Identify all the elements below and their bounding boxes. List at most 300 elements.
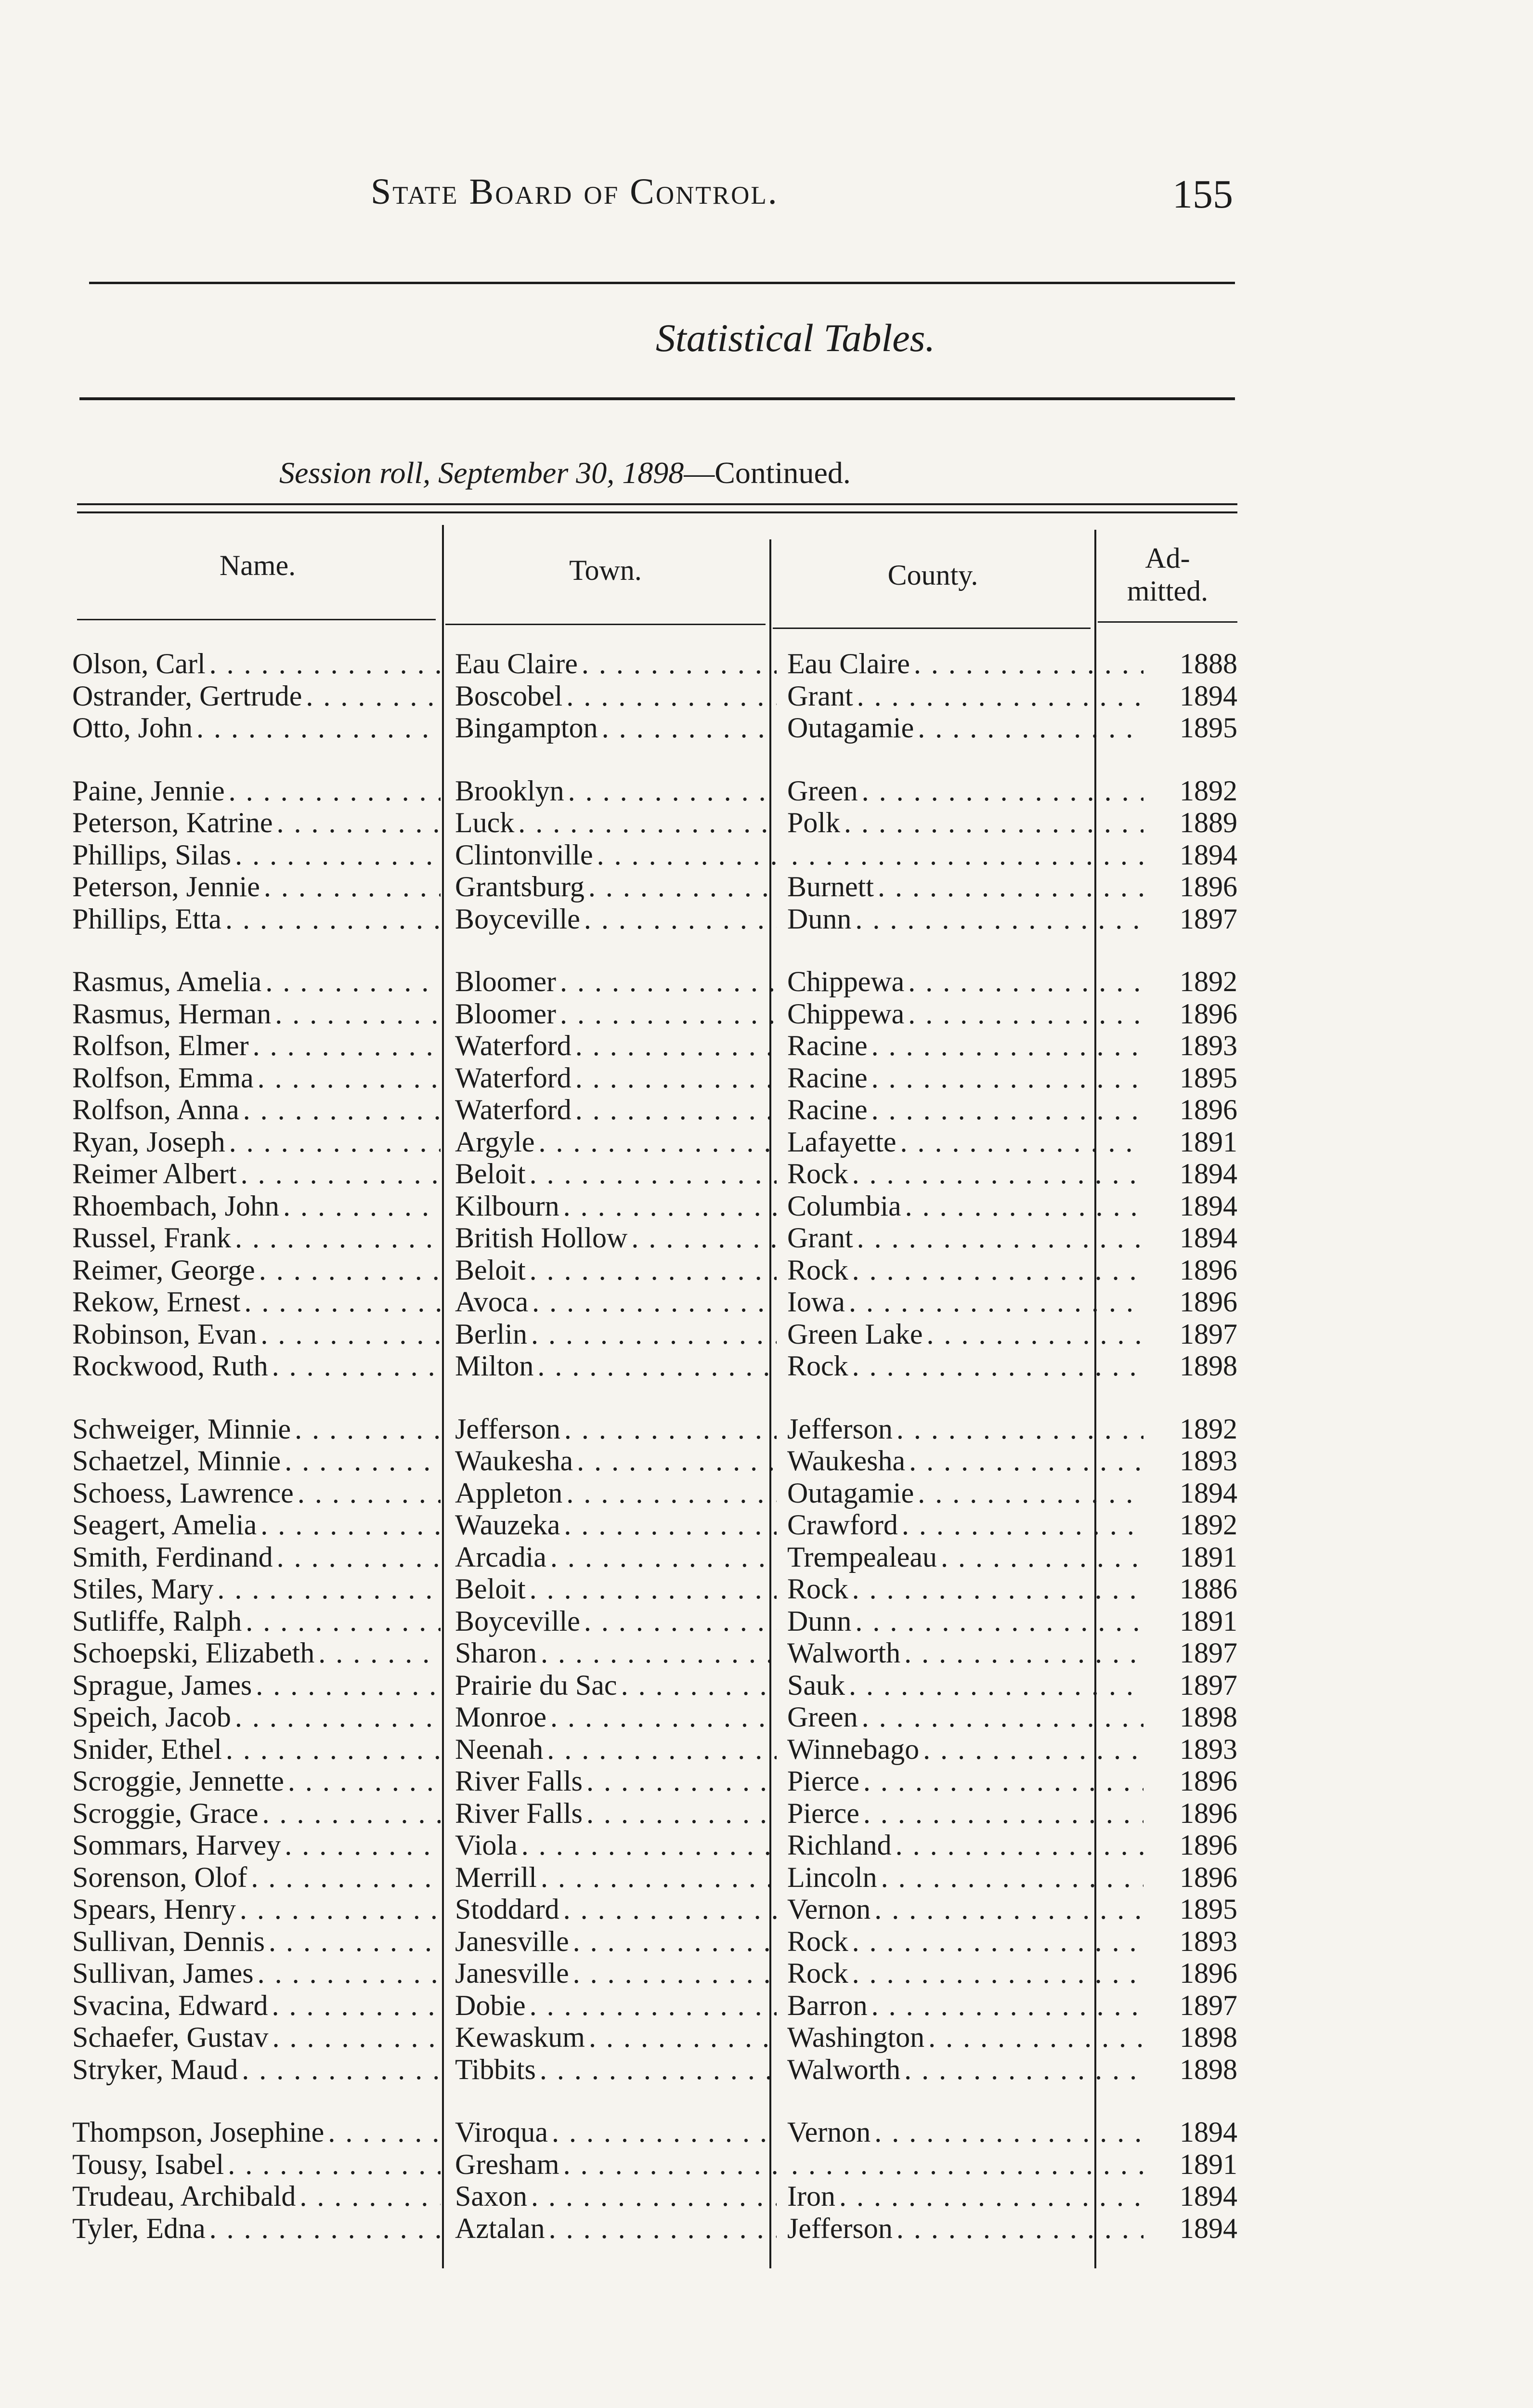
cell-town	[455, 1126, 777, 1158]
table-row	[63, 1765, 1237, 1797]
town-text: Beloit	[455, 1254, 530, 1286]
cell-year: 1895	[1180, 712, 1237, 744]
cell-town	[455, 648, 777, 680]
table-row	[63, 1286, 1237, 1318]
letter-group	[63, 2116, 1237, 2244]
cell-year: 1898	[1180, 2021, 1237, 2053]
name-text: Tousy, Isabel	[72, 2148, 228, 2180]
town-text: Jefferson	[455, 1413, 564, 1445]
cell-year: 1886	[1180, 1573, 1237, 1605]
cell-name	[72, 998, 441, 1030]
county-text: Richland	[787, 1829, 896, 1861]
table-row	[63, 1254, 1237, 1286]
county-text: Iowa	[787, 1286, 849, 1318]
county-text: Grant	[787, 680, 857, 712]
county-text: Waukesha	[787, 1445, 909, 1477]
cell-year: 1895	[1180, 1061, 1237, 1094]
county-text: Racine	[787, 1030, 871, 1061]
cell-year: 1897	[1180, 1669, 1237, 1701]
cell-name	[72, 1893, 441, 1925]
town-text: Arcadia	[455, 1541, 550, 1573]
town-text: Milton	[455, 1350, 537, 1382]
county-text: Rock	[787, 1925, 852, 1957]
cell-name	[72, 1957, 441, 1989]
cell-name	[72, 1925, 441, 1957]
table-row	[63, 1957, 1237, 1989]
cell-year: 1897	[1180, 1637, 1237, 1669]
cell-town	[455, 1829, 777, 1861]
cell-county	[787, 871, 1143, 903]
name-text: Rekow, Ernest	[72, 1286, 244, 1318]
cell-town	[455, 1701, 777, 1733]
town-text: Brooklyn	[455, 775, 568, 807]
cell-county	[787, 1989, 1143, 2021]
cell-year: 1897	[1180, 1989, 1237, 2021]
town-text: Saxon	[455, 2180, 531, 2212]
town-text: Boyceville	[455, 1605, 584, 1637]
cell-county	[787, 1829, 1143, 1861]
county-text: Eau Claire	[787, 648, 914, 680]
cell-town	[455, 1094, 777, 1125]
name-text: Scroggie, Grace	[72, 1797, 262, 1829]
name-text: Trudeau, Archibald	[72, 2180, 299, 2212]
table-row	[63, 1318, 1237, 1350]
name-text: Tyler, Edna	[72, 2212, 209, 2244]
town-text: Sharon	[455, 1637, 541, 1669]
town-text: Clintonville	[455, 839, 597, 871]
cell-name	[72, 807, 441, 838]
column-header-county: County.	[887, 559, 978, 591]
cell-county	[787, 1957, 1143, 1989]
name-text: Rolfson, Anna	[72, 1094, 243, 1125]
cell-county	[787, 1126, 1143, 1158]
county-text: Pierce	[787, 1765, 863, 1797]
name-text: Otto, John	[72, 712, 196, 744]
cell-year: 1896	[1180, 997, 1237, 1030]
county-text: Lincoln	[787, 1861, 881, 1893]
cell-town	[455, 1637, 777, 1669]
table-row	[63, 1541, 1237, 1573]
table-row	[63, 1605, 1237, 1637]
cell-town	[455, 2148, 777, 2180]
cell-name	[72, 2116, 441, 2148]
cell-county	[787, 1541, 1143, 1573]
county-text: Vernon	[787, 1893, 874, 1925]
cell-name	[72, 775, 441, 807]
town-text: Waterford	[455, 1094, 575, 1125]
cell-county	[787, 1861, 1143, 1893]
town-text: Kewaskum	[455, 2021, 589, 2053]
letter-group	[63, 775, 1237, 935]
cell-county	[787, 839, 1143, 871]
cell-year: 1896	[1180, 1829, 1237, 1861]
county-text: Columbia	[787, 1190, 905, 1222]
cell-county	[787, 1254, 1143, 1286]
county-text: Iron	[787, 2180, 839, 2212]
cell-year: 1896	[1180, 1094, 1237, 1125]
name-text: Stiles, Mary	[72, 1573, 217, 1605]
county-text: Vernon	[787, 2116, 874, 2148]
name-text: Smith, Ferdinand	[72, 1541, 277, 1573]
table-row	[63, 1126, 1237, 1158]
cell-year: 1894	[1180, 838, 1237, 871]
table-row	[63, 1637, 1237, 1669]
cell-name	[72, 1318, 441, 1350]
name-text: Snider, Ethel	[72, 1733, 226, 1765]
cell-county	[787, 1286, 1143, 1318]
cell-town	[455, 1254, 777, 1286]
county-text: Dunn	[787, 1605, 855, 1637]
town-text: Janesville	[455, 1925, 573, 1957]
cell-town	[455, 1062, 777, 1094]
cell-name	[72, 2180, 441, 2212]
name-text: Rasmus, Amelia	[72, 966, 265, 997]
table-row	[63, 2021, 1237, 2054]
cell-year: 1891	[1180, 2148, 1237, 2180]
table-row	[63, 775, 1237, 807]
cell-year: 1897	[1180, 903, 1237, 935]
table-row	[63, 680, 1237, 712]
cell-town	[455, 1350, 777, 1382]
cell-name	[72, 1605, 441, 1637]
cell-town	[455, 1222, 777, 1254]
cell-name	[72, 1030, 441, 1061]
cell-county	[787, 807, 1143, 838]
cell-town	[455, 871, 777, 903]
cell-year: 1893	[1180, 1445, 1237, 1477]
column-header-admitted-line1: Ad-	[1145, 542, 1190, 574]
table-row	[63, 1861, 1237, 1894]
name-text: Stryker, Maud	[72, 2054, 242, 2085]
cell-county	[787, 680, 1143, 712]
cell-town	[455, 680, 777, 712]
table-caption	[279, 455, 851, 491]
town-text: Kilbourn	[455, 1190, 563, 1222]
table-row	[63, 903, 1237, 935]
county-text: Dunn	[787, 903, 855, 935]
town-text: Aztalan	[455, 2212, 549, 2244]
cell-year: 1895	[1180, 1893, 1237, 1925]
town-text: Luck	[455, 807, 518, 838]
cell-year: 1892	[1180, 1413, 1237, 1445]
table-row	[63, 2054, 1237, 2086]
cell-name	[72, 1829, 441, 1861]
cell-year: 1897	[1180, 1318, 1237, 1350]
table-row	[63, 966, 1237, 998]
cell-year: 1889	[1180, 807, 1237, 838]
cell-town	[455, 2021, 777, 2053]
cell-town	[455, 1318, 777, 1350]
name-text: Sprague, James	[72, 1669, 256, 1701]
cell-town	[455, 1190, 777, 1222]
column-header-town: Town.	[569, 554, 642, 586]
town-text: River Falls	[455, 1797, 586, 1829]
cell-name	[72, 1254, 441, 1286]
top-rule	[89, 282, 1235, 284]
county-text: Green Lake	[787, 1318, 926, 1350]
cell-name	[72, 1669, 441, 1701]
table-top-rule-2	[77, 511, 1237, 513]
county-text: Crawford	[787, 1509, 902, 1541]
cell-name	[72, 1094, 441, 1125]
cell-year: 1892	[1180, 966, 1237, 997]
town-text: Gresham	[455, 2148, 563, 2180]
cell-town	[455, 1669, 777, 1701]
name-text: Scroggie, Jennette	[72, 1765, 288, 1797]
cell-year: 1896	[1180, 1286, 1237, 1318]
header-underline-admitted	[1098, 621, 1237, 623]
cell-town	[455, 1605, 777, 1637]
cell-town	[455, 1893, 777, 1925]
table-row	[63, 1669, 1237, 1701]
cell-town	[455, 998, 777, 1030]
cell-year: 1893	[1180, 1925, 1237, 1957]
town-text: Beloit	[455, 1573, 530, 1605]
cell-year: 1894	[1180, 1222, 1237, 1254]
cell-county	[787, 998, 1143, 1030]
cell-county	[787, 775, 1143, 807]
cell-name	[72, 1126, 441, 1158]
town-text: Viola	[455, 1829, 521, 1861]
cell-county	[787, 1445, 1143, 1477]
cell-year: 1896	[1180, 1861, 1237, 1893]
cell-town	[455, 966, 777, 997]
cell-town	[455, 1925, 777, 1957]
cell-year: 1894	[1180, 2212, 1237, 2244]
name-text: Sutliffe, Ralph	[72, 1605, 246, 1637]
county-text: Washington	[787, 2021, 928, 2053]
cell-year: 1894	[1180, 2180, 1237, 2212]
county-text: Lafayette	[787, 1126, 900, 1158]
town-text: Appleton	[455, 1477, 566, 1509]
cell-county	[787, 2148, 1143, 2180]
town-text: Boscobel	[455, 680, 566, 712]
town-text: Wauzeka	[455, 1509, 564, 1541]
county-text: Green	[787, 1701, 862, 1733]
cell-year: 1898	[1180, 2053, 1237, 2085]
name-text: Schaefer, Gustav	[72, 2021, 272, 2053]
cell-name	[72, 1062, 441, 1094]
name-text: Seagert, Amelia	[72, 1509, 260, 1541]
name-text: Phillips, Etta	[72, 903, 225, 935]
town-text: Merrill	[455, 1861, 541, 1893]
town-text: Janesville	[455, 1957, 573, 1989]
cell-name	[72, 1733, 441, 1765]
town-text: Dobie	[455, 1989, 530, 2021]
cell-county	[787, 1030, 1143, 1061]
table-row	[63, 1829, 1237, 1861]
town-text: River Falls	[455, 1765, 586, 1797]
town-text: Stoddard	[455, 1893, 563, 1925]
cell-town	[455, 1445, 777, 1477]
county-text: Trempealeau	[787, 1541, 941, 1573]
cell-name	[72, 1413, 441, 1445]
town-text: Beloit	[455, 1158, 530, 1190]
county-text: Pierce	[787, 1797, 863, 1829]
cell-county	[787, 1158, 1143, 1190]
name-text: Peterson, Jennie	[72, 871, 264, 903]
town-text: Boyceville	[455, 903, 584, 935]
cell-name	[72, 966, 441, 997]
letter-group	[63, 1413, 1237, 2086]
county-text: Jefferson	[787, 1413, 896, 1445]
name-text: Rockwood, Ruth	[72, 1350, 272, 1382]
town-text: British Hollow	[455, 1222, 631, 1254]
county-text: Rock	[787, 1158, 852, 1190]
table-row	[63, 1925, 1237, 1958]
cell-name	[72, 1573, 441, 1605]
cell-county	[787, 1669, 1143, 1701]
cell-year: 1892	[1180, 774, 1237, 807]
cell-town	[455, 1861, 777, 1893]
town-text: Waterford	[455, 1030, 575, 1061]
county-text: Green	[787, 775, 862, 807]
town-text: Viroqua	[455, 2116, 552, 2148]
cell-county	[787, 1190, 1143, 1222]
county-text: Polk	[787, 807, 844, 838]
county-text: Chippewa	[787, 966, 908, 997]
cell-name	[72, 648, 441, 680]
table-row	[63, 648, 1237, 680]
town-text: Avoca	[455, 1286, 532, 1318]
county-text: Grant	[787, 1222, 857, 1254]
county-text: Sauk	[787, 1669, 849, 1701]
running-title: State Board of Control.	[371, 171, 779, 212]
name-text: Schoepski, Elizabeth	[72, 1637, 318, 1669]
cell-name	[72, 1765, 441, 1797]
cell-town	[455, 839, 777, 871]
cell-county	[787, 2180, 1143, 2212]
name-text: Ostrander, Gertrude	[72, 680, 306, 712]
cell-year: 1896	[1180, 1765, 1237, 1797]
cell-town	[455, 1765, 777, 1797]
cell-county	[787, 1893, 1143, 1925]
county-text: Chippewa	[787, 998, 908, 1030]
section-rule	[79, 397, 1235, 400]
cell-year: 1891	[1180, 1125, 1237, 1158]
cell-year: 1892	[1180, 1509, 1237, 1541]
cell-year: 1896	[1180, 871, 1237, 903]
cell-name	[72, 1509, 441, 1541]
table-row	[63, 807, 1237, 839]
table-row	[63, 1413, 1237, 1445]
cell-county	[787, 1605, 1143, 1637]
cell-name	[72, 2148, 441, 2180]
cell-year: 1898	[1180, 1701, 1237, 1733]
caption-italic: Session roll, September 30, 1898	[279, 456, 684, 490]
column-header-name: Name.	[219, 550, 296, 581]
county-text: Outagamie	[787, 712, 918, 744]
cell-town	[455, 1158, 777, 1190]
table-row	[63, 1477, 1237, 1509]
cell-name	[72, 2212, 441, 2244]
cell-county	[787, 1509, 1143, 1541]
town-text: Bloomer	[455, 998, 560, 1030]
county-text: Rock	[787, 1573, 852, 1605]
cell-year: 1893	[1180, 1733, 1237, 1765]
cell-county	[787, 1318, 1143, 1350]
cell-year: 1896	[1180, 1957, 1237, 1989]
table-row	[63, 998, 1237, 1030]
cell-name	[72, 1190, 441, 1222]
cell-county	[787, 2116, 1143, 2148]
cell-name	[72, 1158, 441, 1190]
table-row	[63, 1989, 1237, 2022]
cell-year: 1894	[1180, 1158, 1237, 1190]
cell-county	[787, 1925, 1143, 1957]
cell-town	[455, 1286, 777, 1318]
cell-town	[455, 1477, 777, 1509]
town-text: Waterford	[455, 1062, 575, 1094]
cell-name	[72, 1286, 441, 1318]
table-row	[63, 1509, 1237, 1541]
cell-town	[455, 1573, 777, 1605]
table-row	[63, 1030, 1237, 1062]
name-text: Sorenson, Olof	[72, 1861, 251, 1893]
cell-county	[787, 712, 1143, 744]
cell-county	[787, 1222, 1143, 1254]
name-text: Schoess, Lawrence	[72, 1477, 298, 1509]
cell-year: 1888	[1180, 648, 1237, 680]
table-row	[63, 1158, 1237, 1190]
cell-town	[455, 1030, 777, 1061]
cell-year: 1893	[1180, 1030, 1237, 1061]
header-underline-name	[77, 619, 436, 620]
cell-town	[455, 2212, 777, 2244]
cell-county	[787, 1350, 1143, 1382]
county-text: Barron	[787, 1989, 871, 2021]
cell-year: 1896	[1180, 1254, 1237, 1286]
name-text: Schweiger, Minnie	[72, 1413, 295, 1445]
table-row	[63, 2148, 1237, 2181]
cell-name	[72, 1861, 441, 1893]
name-text: Robinson, Evan	[72, 1318, 260, 1350]
cell-town	[455, 1989, 777, 2021]
cell-town	[455, 807, 777, 838]
cell-name	[72, 1445, 441, 1477]
cell-name	[72, 1222, 441, 1254]
cell-year: 1894	[1180, 1190, 1237, 1222]
town-text: Bloomer	[455, 966, 560, 997]
cell-town	[455, 1509, 777, 1541]
cell-county	[787, 2212, 1143, 2244]
page-number: 155	[1172, 172, 1233, 217]
county-text: Winnebago	[787, 1733, 923, 1765]
county-text: Burnett	[787, 871, 878, 903]
cell-county	[787, 2054, 1143, 2085]
name-text: Russel, Frank	[72, 1222, 235, 1254]
cell-year: 1894	[1180, 680, 1237, 712]
town-text: Monroe	[455, 1701, 550, 1733]
session-roll-table	[63, 648, 1237, 2275]
table-row	[63, 1797, 1237, 1830]
cell-name	[72, 1350, 441, 1382]
name-text: Reimer, George	[72, 1254, 259, 1286]
cell-county	[787, 903, 1143, 935]
table-row	[63, 839, 1237, 871]
cell-town	[455, 1733, 777, 1765]
cell-county	[787, 1637, 1143, 1669]
town-text: Neenah	[455, 1733, 547, 1765]
town-text: Argyle	[455, 1126, 539, 1158]
cell-name	[72, 1541, 441, 1573]
cell-name	[72, 1989, 441, 2021]
column-header-admitted-line2: mitted.	[1127, 575, 1208, 607]
cell-county	[787, 1765, 1143, 1797]
cell-name	[72, 903, 441, 935]
table-top-rule	[77, 503, 1237, 505]
county-text: Racine	[787, 1062, 871, 1094]
